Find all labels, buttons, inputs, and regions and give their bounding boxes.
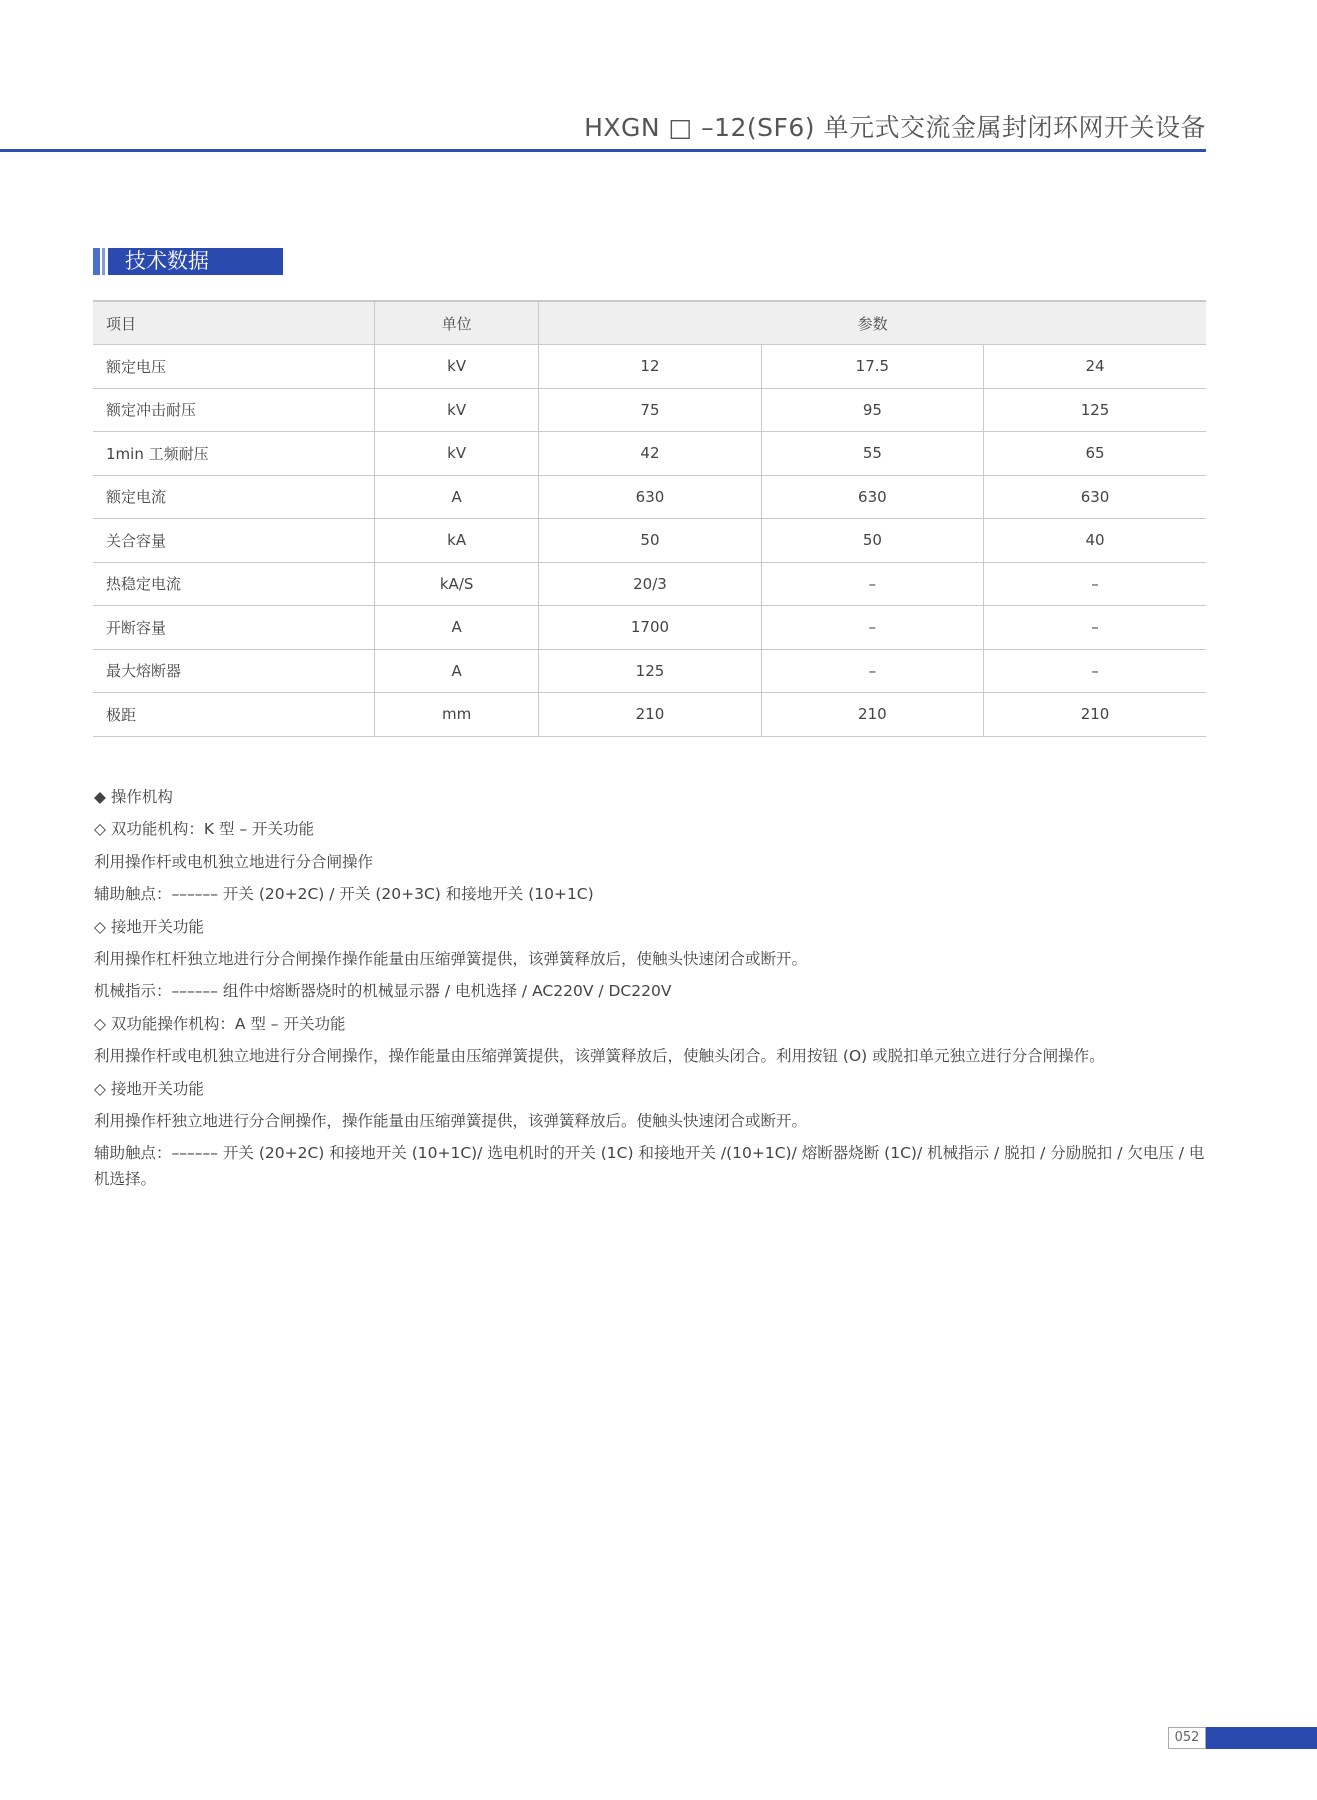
row-value: 210 bbox=[984, 693, 1206, 737]
note-line: 利用操作杆或电机独立地进行分合闸操作，操作能量由压缩弹簧提供，该弹簧释放后，使触头闭合。利用按钮 (O) 或脱扣单元独立进行分合闸操作。 bbox=[94, 1047, 1105, 1066]
row-value: – bbox=[761, 649, 983, 693]
table-row bbox=[93, 562, 1206, 606]
row-value: – bbox=[761, 606, 983, 650]
row-unit: mm bbox=[375, 693, 539, 737]
section-heading bbox=[93, 248, 283, 275]
section-heading-label: 技术数据 bbox=[108, 248, 283, 275]
row-item: 额定电压 bbox=[93, 345, 375, 389]
row-unit: A bbox=[375, 649, 539, 693]
note-subheading: ◇ 双功能机构：K 型 – 开关功能 bbox=[94, 820, 315, 839]
row-item: 极距 bbox=[93, 693, 375, 737]
row-item: 额定冲击耐压 bbox=[93, 388, 375, 432]
row-value: 125 bbox=[539, 649, 761, 693]
header-item: 项目 bbox=[93, 301, 375, 345]
row-value: 40 bbox=[984, 519, 1206, 563]
row-value: 630 bbox=[761, 475, 983, 519]
note-line: 利用操作杆独立地进行分合闸操作，操作能量由压缩弹簧提供，该弹簧释放后。使触头快速闭合或断开。 bbox=[94, 1112, 808, 1131]
section-heading-stripe bbox=[93, 248, 100, 275]
operating-mechanism-notes bbox=[94, 781, 1207, 1192]
row-value: 55 bbox=[761, 432, 983, 476]
row-value: – bbox=[984, 606, 1206, 650]
table-row bbox=[93, 388, 1206, 432]
table-row bbox=[93, 475, 1206, 519]
table-row bbox=[93, 432, 1206, 476]
row-unit: kV bbox=[375, 388, 539, 432]
row-unit: kA/S bbox=[375, 562, 539, 606]
page-number: 052 bbox=[1168, 1727, 1206, 1749]
technical-data-table bbox=[93, 300, 1206, 737]
row-value: 210 bbox=[761, 693, 983, 737]
header-params: 参数 bbox=[539, 301, 1206, 345]
row-value: 95 bbox=[761, 388, 983, 432]
header-rule bbox=[0, 149, 1206, 152]
row-value: 1700 bbox=[539, 606, 761, 650]
table-header-row bbox=[93, 301, 1206, 345]
row-value: 24 bbox=[984, 345, 1206, 389]
row-item: 1min 工频耐压 bbox=[93, 432, 375, 476]
table-row bbox=[93, 606, 1206, 650]
row-value: 65 bbox=[984, 432, 1206, 476]
row-unit: A bbox=[375, 475, 539, 519]
table-row bbox=[93, 649, 1206, 693]
row-item: 额定电流 bbox=[93, 475, 375, 519]
note-line: 利用操作杠杆独立地进行分合闸操作操作能量由压缩弹簧提供，该弹簧释放后，使触头快速闭合或断开。 bbox=[94, 950, 808, 969]
row-unit: kV bbox=[375, 345, 539, 389]
header-unit: 单位 bbox=[375, 301, 539, 345]
row-value: 20/3 bbox=[539, 562, 761, 606]
note-subheading: ◇ 接地开关功能 bbox=[94, 1079, 204, 1098]
row-item: 开断容量 bbox=[93, 606, 375, 650]
row-value: – bbox=[984, 649, 1206, 693]
row-value: – bbox=[761, 562, 983, 606]
row-unit: kA bbox=[375, 519, 539, 563]
row-unit: kV bbox=[375, 432, 539, 476]
row-value: 125 bbox=[984, 388, 1206, 432]
table-row bbox=[93, 519, 1206, 563]
page-number-bar bbox=[1206, 1727, 1317, 1749]
note-subheading: ◇ 双功能操作机构：A 型 – 开关功能 bbox=[94, 1014, 346, 1033]
note-line: 机械指示：–––––– 组件中熔断器烧时的机械显示器 / 电机选择 / AC220V / DC220V bbox=[94, 982, 672, 1001]
row-value: 50 bbox=[539, 519, 761, 563]
row-item: 关合容量 bbox=[93, 519, 375, 563]
row-value: 12 bbox=[539, 345, 761, 389]
table-row bbox=[93, 345, 1206, 389]
document-title: HXGN □ –12(SF6) 单元式交流金属封闭环网开关设备 bbox=[584, 113, 1206, 142]
row-item: 热稳定电流 bbox=[93, 562, 375, 606]
row-value: 210 bbox=[539, 693, 761, 737]
note-heading: ◆ 操作机构 bbox=[94, 788, 173, 806]
note-subheading: ◇ 接地开关功能 bbox=[94, 917, 204, 936]
row-value: – bbox=[984, 562, 1206, 606]
row-value: 75 bbox=[539, 388, 761, 432]
row-value: 17.5 bbox=[761, 345, 983, 389]
row-value: 50 bbox=[761, 519, 983, 563]
row-value: 42 bbox=[539, 432, 761, 476]
note-line: 辅助触点：–––––– 开关 (20+2C) 和接地开关 (10+1C)/ 选电机时的开关 (1C) 和接地开关 /(10+1C)/ 熔断器烧断 (1C)/ 机械指示 / 脱扣 / 分励脱扣 / 欠电压 / 电机选择。 bbox=[94, 1144, 1205, 1189]
note-line: 利用操作杆或电机独立地进行分合闸操作 bbox=[94, 852, 374, 871]
row-value: 630 bbox=[539, 475, 761, 519]
row-value: 630 bbox=[984, 475, 1206, 519]
note-line: 辅助触点：–––––– 开关 (20+2C) / 开关 (20+3C) 和接地开关 (10+1C) bbox=[94, 885, 594, 904]
section-heading-stripe-light bbox=[102, 248, 105, 275]
row-item: 最大熔断器 bbox=[93, 649, 375, 693]
table-row bbox=[93, 693, 1206, 737]
row-unit: A bbox=[375, 606, 539, 650]
